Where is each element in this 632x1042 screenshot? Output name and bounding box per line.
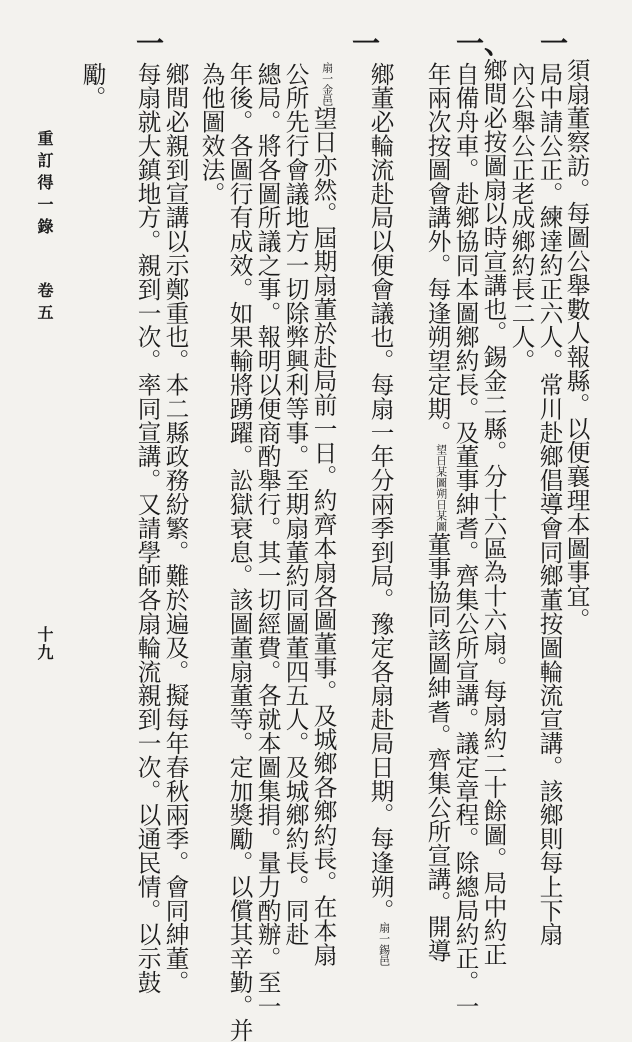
text-column-6 [423,62,452,963]
item-marker-4: 一 [136,27,165,60]
inline-note [436,444,447,532]
text-column-10: 總局。將各圖所議之事。報明以便商酌舉行。其一切經費。各就本圖集捐。量力酌辦。至一 [253,62,282,1018]
volume-label: 卷五 [35,282,54,326]
text-column-1: 須扇董察訪。每圖公舉數人報縣。以便襄理本圖事宜。 [562,58,591,632]
text-column-2: 局中請公正。練達約正六人。常川赴鄉倡導會同鄉董按圖輪流宣講。該鄉則每上下扇 [535,62,564,947]
text-column-8 [309,62,338,967]
inline-note-xi-line-1: 一錫邑 [377,933,391,967]
item-marker-3: 一、 [456,27,513,60]
text-column-4: 鄉間必按圖扇以時宣講也。錫金二縣。分十六區為十六扇。每扇約二十餘圖。局中約正 [479,58,508,967]
item-marker-2: 一 [352,27,381,60]
text-column-15: 勵。 [78,62,107,110]
page-number: 十九 [35,626,54,662]
text-column-9: 公所先行會議地方一切除弊興利等事。至期扇董約同圖董四五人。及城鄉約長。同赴 [281,62,310,947]
item-marker-1: 一 [540,27,569,60]
text-column-14: 每扇就大鎮地方。親到一次。率同宣講。又請學師各扇輪流親到一次。以通民情。以示鼓 [133,62,162,995]
text-column-13: 鄉間必親到宣講以示鄭重也。本二縣政務紛繁。難於遍及。擬每年春秋兩季。會同紳董。 [161,62,190,995]
text-column-3: 內公舉公正老成鄉約長二人。 [507,62,536,373]
text-column-7 [366,62,395,967]
text-column-7-main: 鄉董必輪流赴局以便會議也。每扇一年分兩季到局。豫定各扇赴局日期。每逢朔。 [366,62,395,923]
inline-note-jin [322,62,333,106]
inline-note-xi-line-2: 扇 [377,922,391,934]
text-column-6-after: 董事協同該圖紳耆。齊集公所宣講。開導 [423,532,452,963]
text-column-12: 為他圖效法。 [197,62,226,206]
book-title: 重訂得一錄 [35,130,54,240]
inline-note-xi [379,922,390,966]
inline-note-line-2: 望日某圖 [434,444,448,489]
text-column-5: 自備舟車。赴鄉協同本圖鄉約長。及董事紳耆。齊集公所宣講。議定章程。除總局約正。一 [451,62,480,1018]
text-column-6-before: 年兩次按圖會講外。每逢朔望定期。 [423,62,452,445]
inline-note-line-1: 朔日某圖 [434,488,448,533]
text-column-11: 年後。各圖行有成效。如果輸將踴躍。訟獄衰息。該圖董扇董等。定加獎勵。以償其辛勤。并 [225,62,254,1042]
inline-note-jin-line-1: 一金邑 [320,73,334,106]
text-column-8-main: 望日亦然。屆期扇董於赴局前一日。約齊本扇各圖董事。及城鄉各鄉約長。在本扇 [309,106,338,967]
inline-note-jin-line-2: 扇 [320,62,334,73]
